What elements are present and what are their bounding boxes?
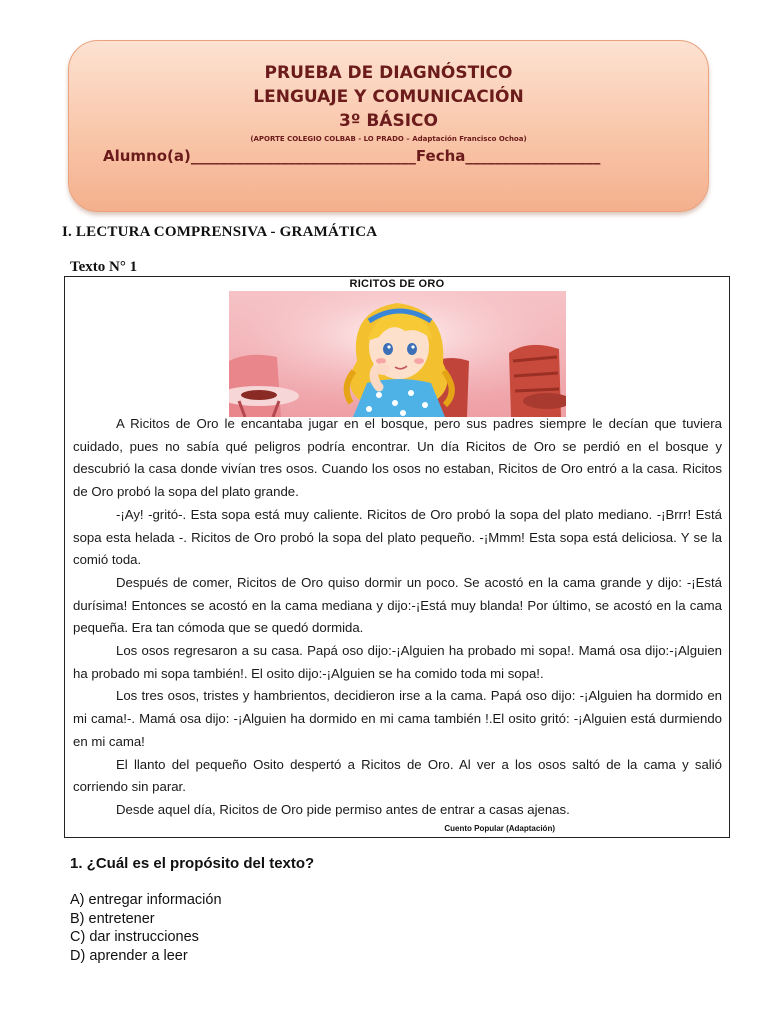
subject-title: LENGUAJE Y COMUNICACIÓN (253, 87, 524, 107)
story-text (73, 413, 722, 822)
question-1-options (70, 891, 222, 965)
section-title: I. LECTURA COMPRENSIVA - GRAMÁTICA (62, 224, 378, 240)
source-note: (APORTE COLEGIO COLBAB - LO PRADO – Adaptación Francisco Ochoa) (250, 135, 527, 143)
story-paragraph: Desde aquel día, Ricitos de Oro pide permiso antes de entrar a casas ajenas. (116, 801, 570, 817)
story-paragraph: Los tres osos, tristes y hambrientos, decidieron irse a la cama. Papá oso dijo: -¡Alguien ha dormido en mi cama!-. Mamá osa dijo: -¡Alguien ha dormido en mi cama también !.El osito gritó: -¡Alguien está durmiendo en mi cama! (73, 688, 722, 749)
story-paragraph: A Ricitos de Oro le encantaba jugar en el bosque, pero sus padres siempre le decían que tuviera cuidado, pues no sabía qué peligros podría encontrar. Un día Ricitos de Oro se perdió en el bosque y descubrió la casa donde vivían tres osos. Cuando los osos no estaban, Ricitos de Oro entró a la casa. Ricitos de Oro probó la sopa del plato grande. (73, 416, 722, 500)
story-title: RICITOS DE ORO (349, 278, 445, 290)
option-c[interactable]: C) dar instrucciones (70, 929, 199, 945)
story-paragraph: El llanto del pequeño Osito despertó a Ricitos de Oro. Al ver a los osos saltó de la cama y salió corriendo sin parar. (73, 756, 722, 795)
story-paragraph: -¡Ay! -gritó-. Esta sopa está muy caliente. Ricitos de Oro probó la sopa del plato mediano. -¡Brrr! Está sopa esta helada -. Ricitos de Oro probó la sopa del plato pequeño. -¡Mmm! Esta sopa está deliciosa. Y se la comió toda. (73, 506, 722, 568)
text-label: Texto N° 1 (70, 259, 138, 275)
test-title: PRUEBA DE DIAGNÓSTICO (264, 63, 513, 83)
story-credit: Cuento Popular (Adaptación) (444, 824, 555, 833)
student-date-line: Alumno(a)______________________________Fecha__________________ (103, 147, 601, 165)
story-paragraph: Los osos regresaron a su casa. Papá oso dijo:-¡Alguien ha probado mi sopa!. Mamá osa dijo:-¡Alguien ha probado mi sopa también!. El osito dijo:-¡Alguien se ha comido toda mi sopa!. (73, 643, 722, 681)
question-1: 1. ¿Cuál es el propósito del texto? (70, 855, 315, 872)
header-banner (68, 40, 709, 212)
story-paragraph: Después de comer, Ricitos de Oro quiso dormir un poco. Se acostó en la cama grande y dijo: -¡Está durísima! Entonces se acostó en la cama mediana y dijo:-¡Está muy blanda! Por último, se acostó en la cama pequeña. Era tan cómoda que se quedó dormida. (73, 574, 722, 636)
story-box (64, 276, 730, 838)
grade-title: 3º BÁSICO (339, 111, 438, 131)
option-b[interactable]: B) entretener (70, 910, 155, 927)
option-a[interactable]: A) entregar información (70, 892, 222, 908)
goldilocks-illustration (229, 291, 566, 417)
option-d[interactable]: D) aprender a leer (70, 947, 188, 964)
